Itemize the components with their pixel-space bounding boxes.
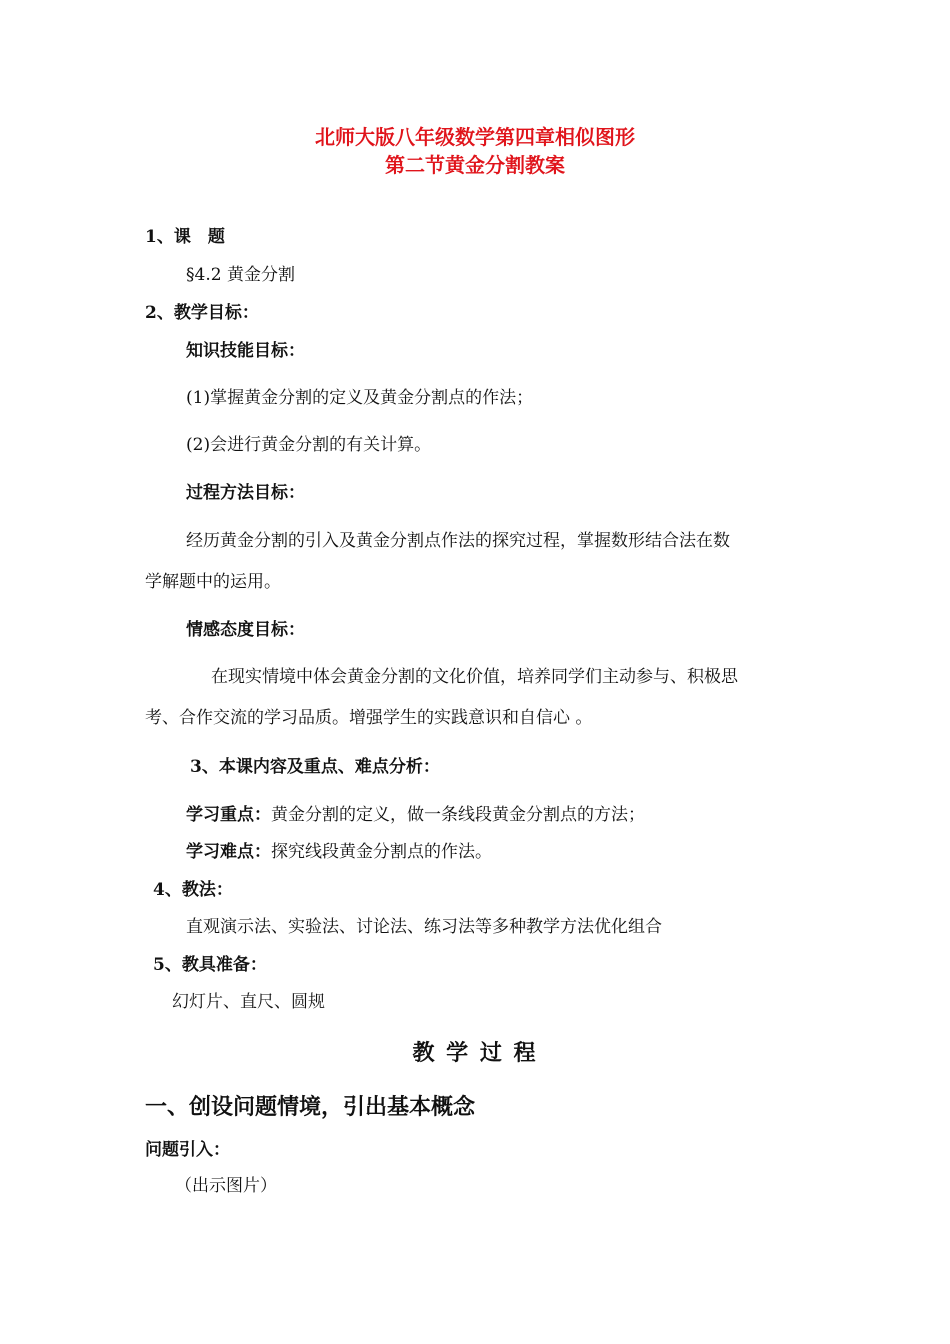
document-title-line2: 第二节黄金分割教案 — [385, 153, 565, 177]
section4-content: 直观演示法、实验法、讨论法、练习法等多种教学方法优化组合 — [186, 917, 662, 937]
section5-content: 幻灯片、直尺、圆规 — [172, 992, 325, 1012]
difficulty-label: 学习难点： — [186, 842, 271, 862]
key-point-line — [186, 804, 645, 826]
section3-heading: 3、本课内容及重点、难点分析： — [190, 757, 440, 777]
show-picture-note: （出示图片） — [175, 1176, 277, 1196]
section4-heading: 4、教法： — [153, 880, 233, 900]
knowledge-goal-label: 知识技能目标： — [186, 341, 305, 361]
process-goal-text-line1: 经历黄金分割的引入及黄金分割点作法的探究过程，掌握数形结合法在数 — [186, 531, 730, 551]
emotion-goal-text-line1: 在现实情境中体会黄金分割的文化价值，培养同学们主动参与、积极思 — [211, 667, 738, 687]
process-goal-text-line2: 学解题中的运用。 — [145, 572, 281, 592]
section1-heading: 1、课 题 — [145, 227, 225, 247]
section2-heading: 2、教学目标： — [145, 303, 259, 323]
knowledge-goal-item-1: (1)掌握黄金分割的定义及黄金分割点的作法； — [186, 388, 534, 408]
difficulty-line — [186, 841, 492, 863]
question-intro-label: 问题引入： — [145, 1140, 230, 1160]
difficulty-text: 探究线段黄金分割点的作法。 — [271, 842, 492, 862]
emotion-goal-text-line2: 考、合作交流的学习品质。增强学生的实践意识和自信心 。 — [145, 708, 593, 728]
knowledge-goal-item-2: (2)会进行黄金分割的有关计算。 — [186, 435, 432, 455]
key-point-text: 黄金分割的定义，做一条线段黄金分割点的方法； — [271, 805, 645, 825]
section5-heading: 5、教具准备： — [153, 955, 267, 975]
section1-content: §4.2 黄金分割 — [186, 265, 295, 285]
process-goal-label: 过程方法目标： — [186, 483, 305, 503]
teaching-process-heading: 教 学 过 程 — [412, 1040, 538, 1066]
key-point-label: 学习重点： — [186, 805, 271, 825]
part1-heading: 一、创设问题情境，引出基本概念 — [145, 1094, 476, 1120]
emotion-goal-label: 情感态度目标： — [186, 620, 305, 640]
document-title-line1: 北师大版八年级数学第四章相似图形 — [315, 125, 635, 149]
